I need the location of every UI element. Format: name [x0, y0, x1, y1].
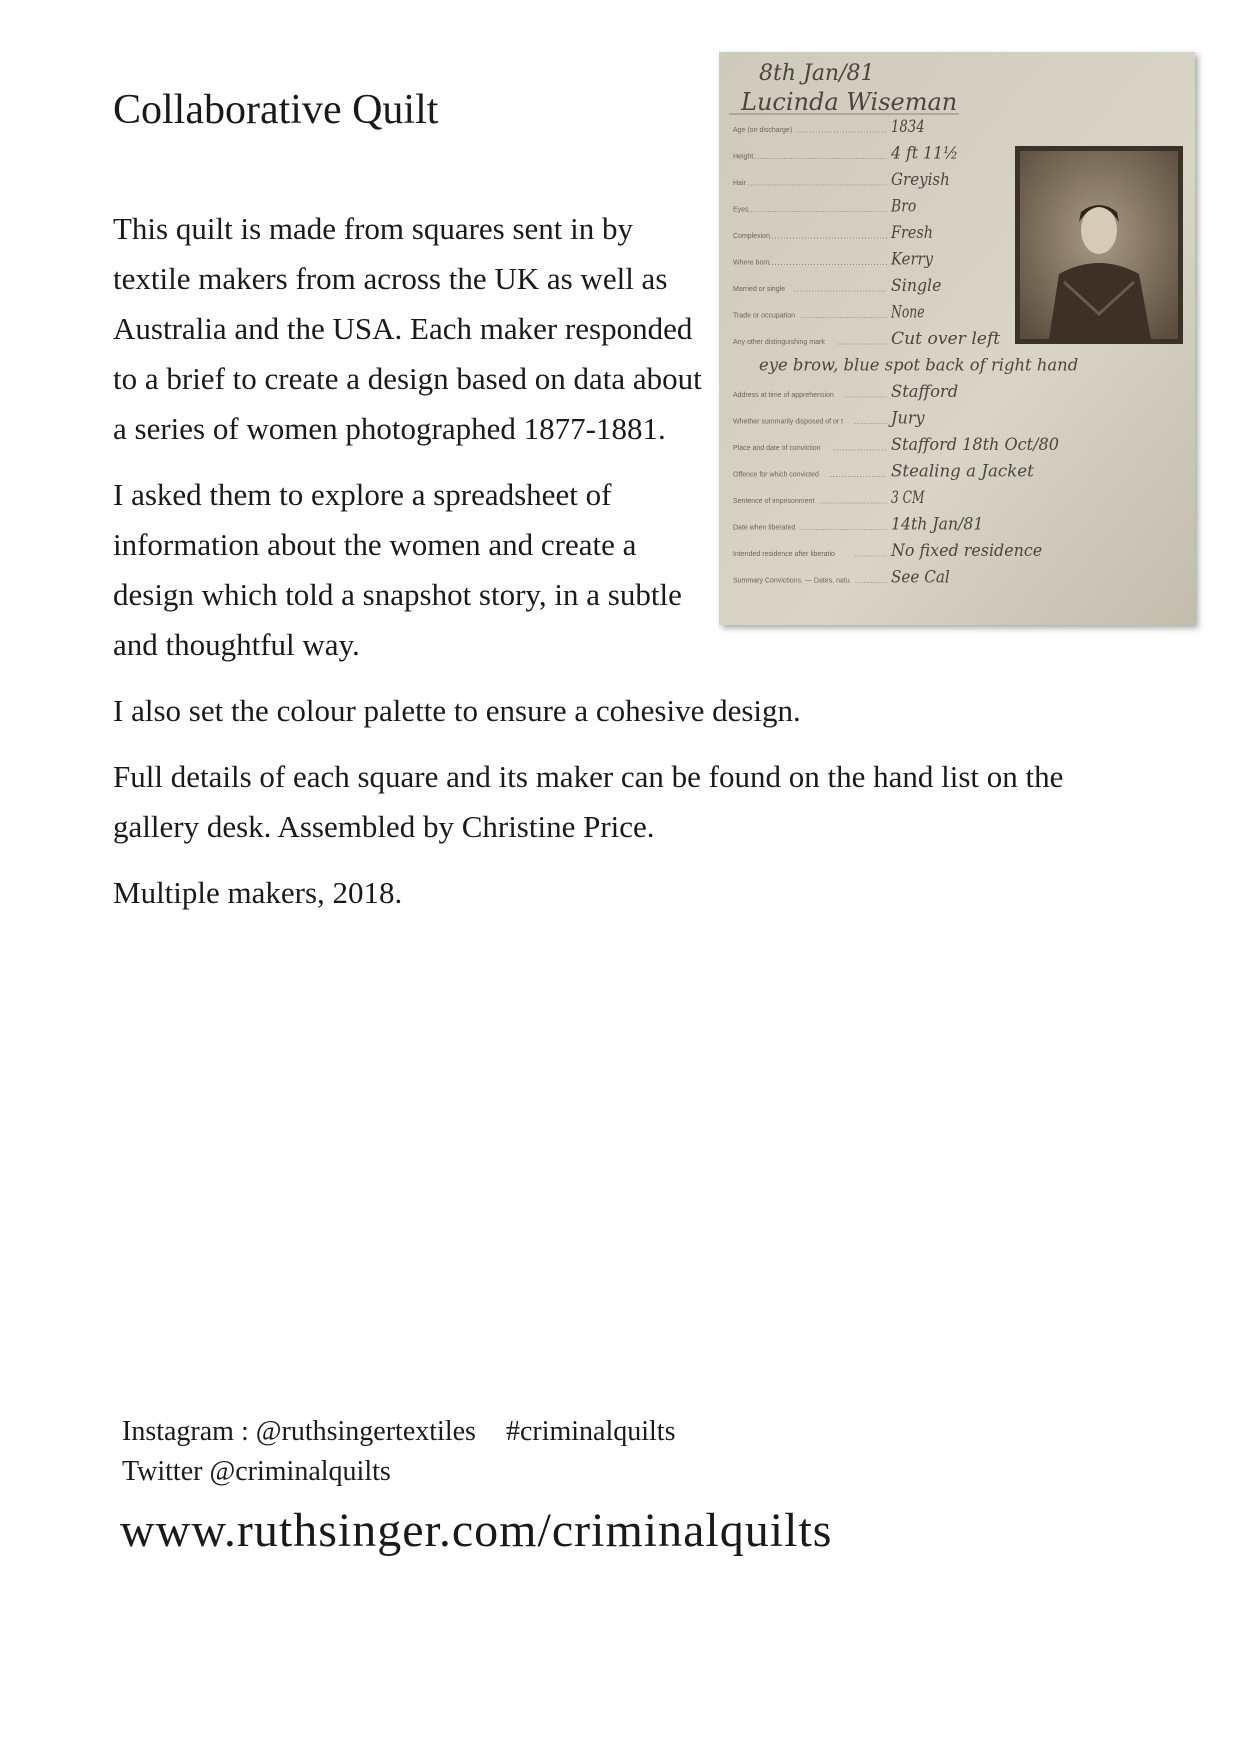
record-field-label: Married or single [733, 286, 786, 293]
record-field-label: Age (on discharge) [733, 127, 793, 134]
record-field-label: Any other distinguishing mark [733, 339, 825, 346]
social-links [122, 1412, 675, 1492]
record-field-label: Intended residence after liberatio [733, 551, 835, 558]
instagram-handle[interactable]: Instagram : @ruthsingertextiles [122, 1416, 476, 1447]
record-field-value: Fresh [890, 223, 933, 243]
twitter-handle[interactable]: Twitter @criminalquilts [122, 1456, 391, 1487]
record-field-label: Height [733, 153, 754, 161]
record-field-value: Greyish [891, 170, 950, 190]
paragraph-brief: I asked them to explore a spreadsheet of information about the women and create a design which told a snapshot story, in a subtle and thoughtful way. [113, 477, 682, 662]
record-field-label: Trade or occupation [733, 312, 795, 320]
paragraph-details: Full details of each square and its maker can be found on the hand list on the gallery desk. Assembled by Christine Price. [113, 759, 1064, 844]
paragraph-intro: This quilt is made from squares sent in by textile makers from across the UK as well as Australia and the USA. Each maker responded to a brief to create a design based on data about a series of women photographed 1877-1881. [113, 211, 702, 446]
record-field-label: Complexion [733, 233, 770, 240]
record-field-value: Stafford [891, 382, 959, 402]
record-field-value: See Cal [891, 567, 950, 588]
prison-record-photo [719, 52, 1195, 625]
hashtag[interactable]: #criminalquilts [505, 1416, 676, 1447]
record-field-value: 3 CM [891, 488, 926, 508]
page-title: Collaborative Quilt [113, 87, 439, 133]
paragraph-palette: I also set the colour palette to ensure a cohesive design. [113, 693, 801, 728]
record-field-label: Where born [733, 259, 770, 267]
record-name: Lucinda Wiseman [741, 88, 958, 116]
record-field-label: Date when liberated [733, 524, 796, 532]
record-field-value: eye brow, blue spot back of right hand [759, 355, 1079, 376]
record-date: 8th Jan/81 [759, 61, 875, 86]
record-field-value: 14th Jan/81 [891, 514, 984, 535]
record-field-label: Sentence of imprisonment [733, 498, 815, 505]
record-field-value: 1834 [891, 117, 925, 137]
record-field-value: Single [891, 276, 942, 296]
record-field-label: Place and date of conviction [733, 445, 821, 452]
record-field-label: Address at time of apprehension [733, 392, 834, 399]
record-field-label: Offence for which convicted [733, 471, 819, 479]
record-field-label: Eyes [733, 206, 749, 214]
paragraph-credit: Multiple makers, 2018. [113, 875, 403, 910]
record-field-label: Summary Convictions. — Dates, natu [733, 577, 850, 585]
social-line-1 [122, 1412, 675, 1452]
record-field-value: Cut over left [891, 329, 1001, 349]
record-field-value: Jury [888, 408, 925, 429]
record-field-value: None [890, 302, 925, 323]
record-field-value: 4 ft 11½ [890, 143, 959, 164]
record-field-label: Whether summarily disposed of or t [733, 418, 844, 426]
record-field-value: Stealing a Jacket [891, 461, 1034, 482]
record-field-label: Hair [733, 180, 746, 187]
record-field-value: Kerry [890, 249, 934, 270]
website-url[interactable]: www.ruthsinger.com/criminalquilts [120, 1504, 833, 1557]
record-field-value: Stafford 18th Oct/80 [891, 435, 1060, 455]
record-field-value: No fixed residence [890, 541, 1043, 561]
mugshot-photo [1015, 146, 1183, 344]
record-field-value: Bro [890, 196, 917, 217]
